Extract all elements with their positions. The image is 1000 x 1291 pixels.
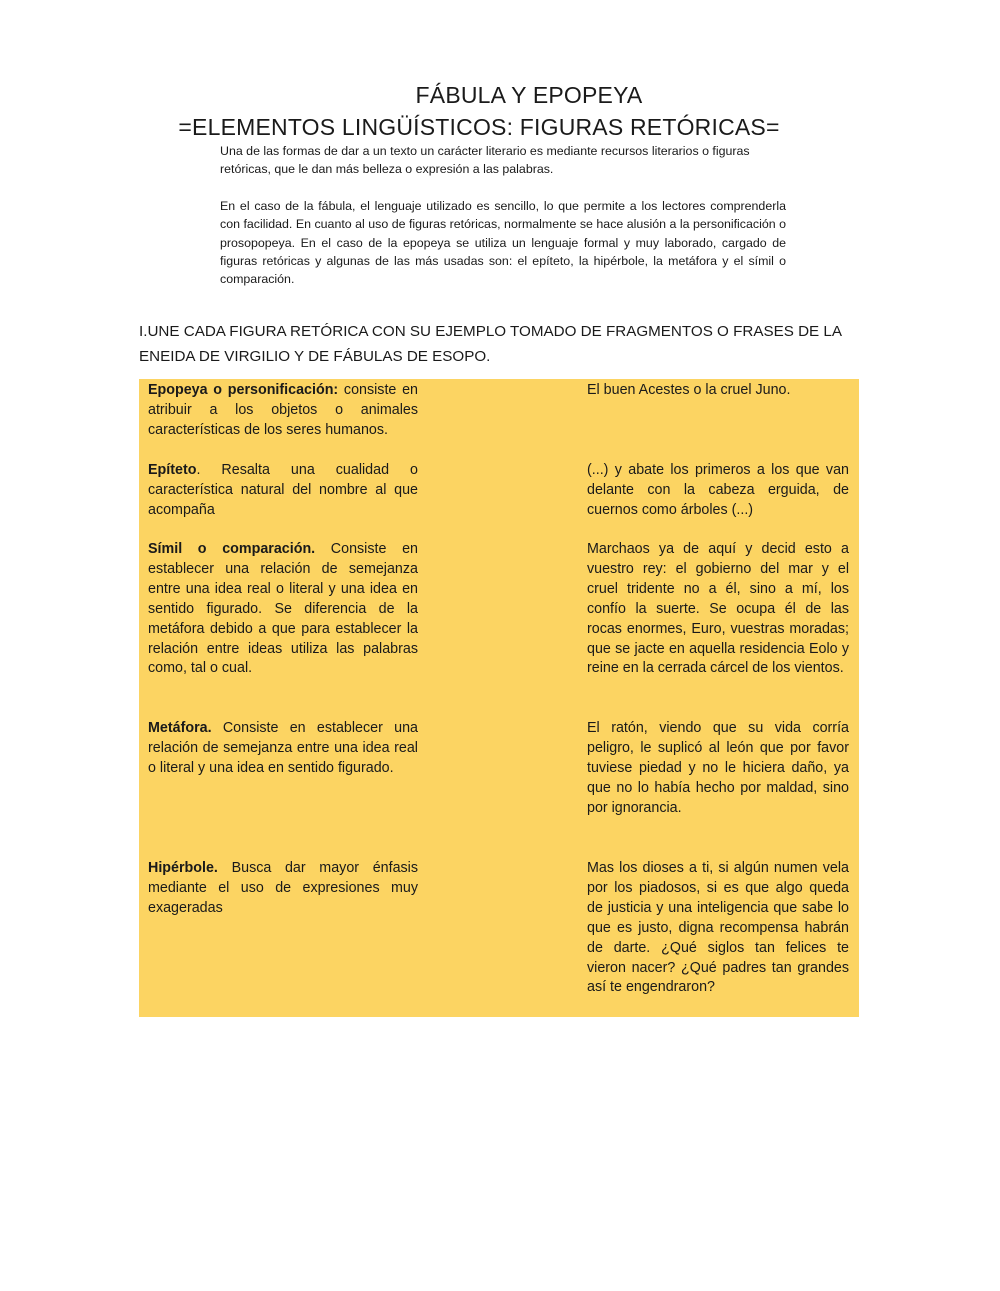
example-item[interactable]: Mas los dioses a ti, si algún numen vela por los piadosos, si es que algo queda de justicia y una inteligencia que sabe lo que es justo, digna recompensa habrán de darte. ¿Qué siglos tan felices te vieron nacer? ¿Qué padres tan grandes así te engendraron? <box>587 860 849 996</box>
figure-definition: . Resalta una cualidad o característica natural del nombre al que acompaña <box>148 462 418 518</box>
exercise-instruction: I.UNE CADA FIGURA RETÓRICA CON SU EJEMPLO TOMADO DE FRAGMENTOS O FRASES DE LA ENEIDA DE VIRGILIO Y DE FÁBULAS DE ESOPO. <box>139 323 842 365</box>
figure-definition: Consiste en establecer una relación de semejanza entre una idea real o literal y una idea en sentido figurado. <box>148 720 418 776</box>
figure-term: Símil o comparación. <box>148 541 316 557</box>
figure-item[interactable] <box>148 859 418 919</box>
matching-panel <box>139 379 859 1017</box>
figure-item[interactable] <box>148 540 418 679</box>
figure-term: Epíteto <box>148 462 197 478</box>
figure-item[interactable] <box>148 381 418 441</box>
example-item[interactable]: Marchaos ya de aquí y decid esto a vuestro rey: el gobierno del mar y el cruel tridente no a él, sino a mí, los confío la suerte. Se ocupa él de las rocas enormes, Euro, vuestras moradas; que se jacte en aquella residencia Eolo y reine en la cerrada cárcel de los vientos. <box>587 541 849 677</box>
example-item[interactable]: El buen Acestes o la cruel Juno. <box>587 382 791 398</box>
figure-definition: Consiste en establecer una relación de semejanza entre una idea real o literal y una idea en sentido figurado. Se diferencia de la metáfora debido a que para establecer la relación entre ideas utiliza las palabras como, tal o cual. <box>148 541 418 677</box>
figure-item[interactable] <box>148 719 418 779</box>
figure-term: Epopeya o personificación: <box>148 382 339 398</box>
figure-definition: Busca dar mayor énfasis mediante el uso de expresiones muy exageradas <box>148 860 418 916</box>
page-title: FÁBULA Y EPOPEYA <box>415 82 643 108</box>
intro-text <box>220 142 786 289</box>
intro-paragraph-1: Una de las formas de dar a un texto un carácter literario es mediante recursos literarios o figuras retóricas, que le dan más belleza o expresión a las palabras. <box>220 144 750 177</box>
example-item[interactable]: (...) y abate los primeros a los que van delante con la cabeza erguida, de cuernos como árboles (...) <box>587 462 849 518</box>
figure-item[interactable] <box>148 461 418 521</box>
figure-term: Metáfora. <box>148 720 212 736</box>
page-subtitle: =ELEMENTOS LINGÜÍSTICOS: FIGURAS RETÓRICAS= <box>178 114 780 140</box>
figure-term: Hipérbole. <box>148 860 218 876</box>
intro-paragraph-2: En el caso de la fábula, el lenguaje utilizado es sencillo, lo que permite a los lectores comprenderla con facilidad. En cuanto al uso de figuras retóricas, normalmente se hace alusión a la personificación o prosopopeya. En el caso de la epopeya se utiliza un lenguaje formal y muy laborado, cargado de figuras retóricas y algunas de las más usadas son: el epíteto, la hipérbole, la metáfora y el símil o comparación. <box>220 198 786 287</box>
example-item[interactable]: El ratón, viendo que su vida corría peligro, le suplicó al león que por favor tuviese piedad y no le hiciera daño, ya que no lo había hecho por maldad, sino por ignorancia. <box>587 720 849 816</box>
figure-definition: consiste en atribuir a los objetos o animales características de los seres humanos. <box>148 382 418 438</box>
